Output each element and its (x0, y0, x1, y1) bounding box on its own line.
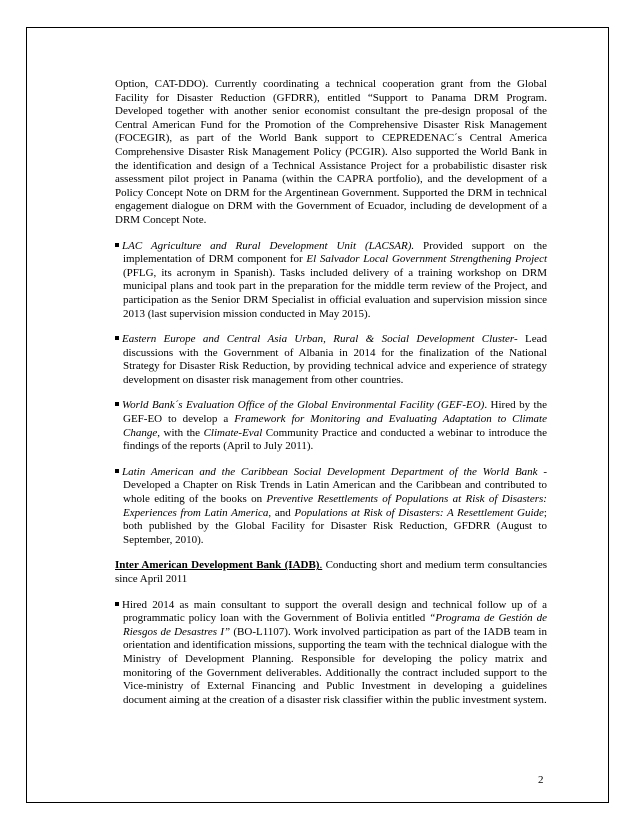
iadb-dot: . (319, 559, 323, 572)
iadb-desc: Conducting short and medium term consultancies since April 2011 (115, 559, 548, 585)
document-body (115, 78, 547, 707)
page-number: 2 (538, 774, 544, 786)
lacsar-text-2: (PFLG, its acronym in Spanish). Tasks included delivery of a training workshop on DRM municipal plans and took part in the preparation for the middle term review of the Project, and participation as the Senior DRM Specialist in official evaluation and supervision mission since 2013 (last supervision mission conducted in May 2015). (123, 266, 547, 320)
bullet-lacsar (115, 240, 547, 322)
eca-text: Lead discussions with the Government of Albania in 2014 for the finalization of the National Strategy for Disaster Risk Reduction, by providing technical advice and experience of strategy development on disaster risk management from other countries. (123, 333, 547, 386)
gef-framework: Framework for Monitoring and Evaluating Adaptation to Climate Change (123, 413, 547, 439)
bullet-lcr (115, 466, 547, 548)
square-bullet-icon (115, 469, 119, 473)
gef-text-1: . Hired by the GEF-EO to develop a (123, 399, 547, 426)
gef-text-3: Community Practice and conducted a webinar to introduce the findings of the reports (April to July 2011). (123, 426, 547, 453)
lcr-text-3: ; both published by the Global Facility for Disaster Risk Reduction, GFDRR (August to September, 2010). (123, 506, 547, 546)
gef-climate-eval: Climate-Eval (203, 426, 263, 439)
iadb-org: Inter American Development Bank (IADB) (115, 559, 320, 572)
bullet-bolivia (115, 599, 547, 708)
lcr-text-2: , and (268, 506, 295, 519)
bolivia-program: “Programa de Gestión de Riesgos de Desastres I” (123, 612, 547, 638)
bullet-eca (115, 333, 547, 387)
lacsar-project: El Salvador Local Government Strengthening Project (306, 253, 548, 266)
gef-title: World Bank´s Evaluation Office of the Global Environmental Facility (GEF-EO) (122, 399, 485, 412)
gef-text-2: , with the (157, 426, 204, 439)
lacsar-text-1: Provided support on the implementation of DRM component for (123, 239, 547, 266)
bolivia-text-1: Hired 2014 as main consultant to support the overall design and technical follow up of a programmatic policy loan with the Government of Bolivia entitled (122, 598, 547, 625)
lcr-text-1: - Developed a Chapter on Risk Trends in Latin American and the Caribbean and contributed to whole editing of the books on (123, 465, 547, 506)
intro-paragraph: Option, CAT-DDO). Currently coordinating a technical cooperation grant from the Global Facility for Disaster Reduction (GFDRR), entitled “Support to Panama DRM Program. Developed together with another senior economist consultant the pre-design proposal of the Central American Fund for the Promotion of the Comprehensive Disaster Risk Management (FOCEGIR), as part of the World Bank support to CEPREDENAC´s Central America Comprehensive Disaster Risk Management Policy (PCGIR). Also supported the World Bank in the identification and design of a Technical Assistance Project for a probabilistic disaster risk assessment pilot project in Panama (within the CAPRA portfolio), and the development of a Policy Concept Note on DRM for the Argentinean Government. Supported the DRM in technical engagement dialogue on DRM with the Government of Ecuador, including de development of a DRM Concept Note. (115, 78, 547, 226)
lcr-book-1: Preventive Resettlements of Populations at Risk of Disasters: Experiences from Latin America (123, 493, 547, 519)
lcr-title: Latin American and the Caribbean Social Development Department of the World Bank (122, 465, 538, 478)
bullet-gef (115, 399, 547, 453)
lcr-book-2: Populations at Risk of Disasters: A Resettlement Guide (294, 506, 544, 519)
square-bullet-icon (115, 602, 119, 606)
lacsar-title: LAC Agriculture and Rural Development Unit (LACSAR). (122, 239, 415, 252)
square-bullet-icon (115, 402, 119, 406)
eca-title: Eastern Europe and Central Asia Urban, Rural & Social Development Cluster- (122, 333, 518, 346)
iadb-heading (115, 559, 547, 586)
square-bullet-icon (115, 243, 119, 247)
bolivia-text-2: (BO-L1107). Work involved participation as part of the IADB team in orientation and identification missions, supporting the team with the technical dialogue with the Ministry of Development Planning. Responsible for developing the policy matrix and monitoring of the Government deliverables. Additionally the contract included support to the Vice-ministry of External Financing and Public Investment in developing a guidelines document aiming at the creation of a disaster risk classifier within the public investment system. (123, 625, 547, 706)
square-bullet-icon (115, 336, 119, 340)
